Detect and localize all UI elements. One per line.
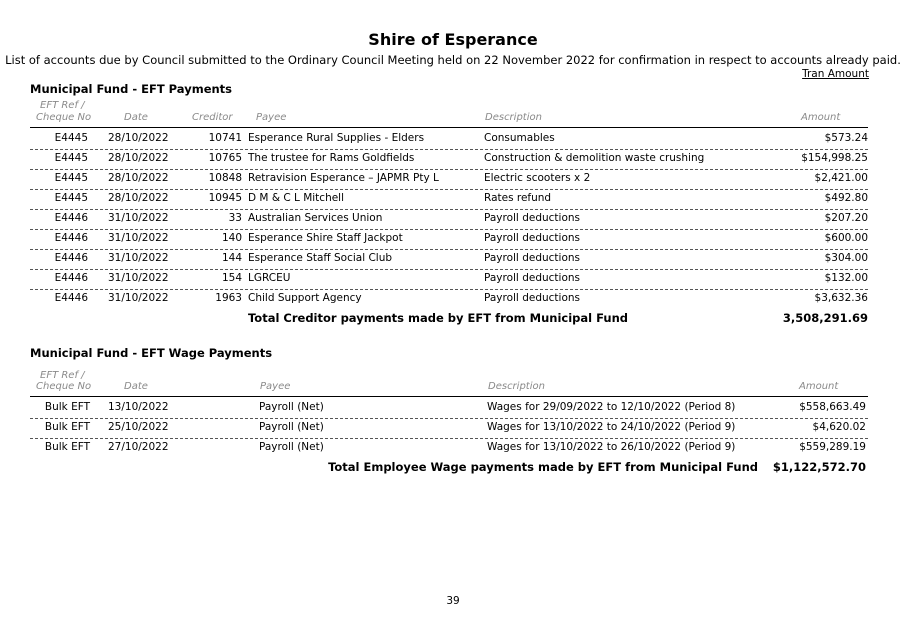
eft-description: Payroll deductions (484, 292, 580, 304)
wages-header-ref-line1: EFT Ref / (40, 370, 85, 381)
eft-payee: Esperance Shire Staff Jackpot (248, 232, 403, 244)
eft-description: Rates refund (484, 192, 552, 204)
eft-amount: $207.20 (824, 212, 868, 224)
eft-header-amount: Amount (801, 112, 841, 123)
eft-payee: Esperance Rural Supplies - Elders (248, 132, 425, 144)
eft-header-description: Description (485, 112, 542, 123)
wages-header-payee: Payee (260, 381, 291, 392)
eft-creditor: 1963 (215, 292, 242, 304)
page-title: Shire of Esperance (368, 30, 538, 49)
eft-amount: $573.24 (824, 132, 868, 144)
eft-table-row (30, 249, 868, 270)
eft-creditor: 154 (221, 272, 242, 284)
eft-date: 31/10/2022 (108, 232, 169, 244)
eft-ref: E4445 (54, 192, 88, 204)
wages-table-row (30, 418, 868, 439)
eft-creditor: 10765 (208, 152, 242, 164)
eft-creditor: 10848 (208, 172, 242, 184)
wages-ref: Bulk EFT (44, 421, 90, 433)
eft-date: 28/10/2022 (108, 172, 169, 184)
eft-ref: E4445 (54, 152, 88, 164)
eft-table-row (30, 149, 868, 170)
wages-date: 13/10/2022 (108, 401, 169, 413)
eft-amount: $132.00 (824, 272, 868, 284)
eft-ref: E4446 (54, 232, 88, 244)
wages-table-row (30, 438, 868, 458)
eft-table-row (30, 189, 868, 210)
tran-amount-label: Tran Amount (802, 68, 869, 80)
eft-table-row (30, 169, 868, 190)
eft-header-ref-line1: EFT Ref / (40, 100, 85, 111)
wages-section-heading: Municipal Fund - EFT Wage Payments (30, 346, 273, 360)
wages-amount: $559,289.19 (799, 441, 866, 453)
wages-header-description: Description (488, 381, 545, 392)
eft-total-label: Total Creditor payments made by EFT from Municipal Fund (247, 311, 628, 325)
eft-payee: Child Support Agency (248, 292, 362, 304)
wages-payee: Payroll (Net) (259, 441, 324, 453)
eft-date: 28/10/2022 (108, 152, 169, 164)
eft-amount: $3,632.36 (814, 292, 868, 304)
eft-description: Payroll deductions (484, 252, 580, 264)
wages-header-ref-line2: Cheque No (36, 381, 92, 392)
eft-payee: Retravision Esperance – JAPMR Pty L (248, 172, 439, 184)
eft-date: 31/10/2022 (108, 292, 169, 304)
eft-table-row (30, 209, 868, 230)
eft-amount: $492.80 (824, 192, 868, 204)
eft-amount: $600.00 (824, 232, 868, 244)
eft-header-ref-line2: Cheque No (36, 112, 92, 123)
wages-payee: Payroll (Net) (259, 421, 324, 433)
eft-table-row (30, 129, 868, 150)
eft-date: 28/10/2022 (108, 132, 169, 144)
wages-total-value: $1,122,572.70 (772, 460, 866, 474)
page-number: 39 (446, 595, 460, 607)
wages-date: 25/10/2022 (108, 421, 169, 433)
eft-payee: Australian Services Union (248, 212, 383, 224)
eft-date: 31/10/2022 (108, 272, 169, 284)
wages-total-label: Total Employee Wage payments made by EFT from Municipal Fund (328, 460, 758, 474)
eft-date: 31/10/2022 (108, 212, 169, 224)
eft-amount: $304.00 (824, 252, 868, 264)
eft-ref: E4445 (54, 172, 88, 184)
wages-header-date: Date (124, 381, 148, 392)
eft-description: Consumables (484, 132, 555, 144)
wages-description: Wages for 13/10/2022 to 26/10/2022 (Period 9) (487, 441, 736, 453)
eft-date: 28/10/2022 (108, 192, 169, 204)
eft-section-heading: Municipal Fund - EFT Payments (30, 82, 233, 96)
wages-ref: Bulk EFT (44, 441, 90, 453)
eft-amount: $154,998.25 (801, 152, 868, 164)
eft-header-date: Date (124, 112, 148, 123)
eft-description: Payroll deductions (484, 272, 580, 284)
eft-creditor: 140 (221, 232, 242, 244)
eft-header-creditor: Creditor (192, 112, 233, 123)
eft-amount: $2,421.00 (814, 172, 868, 184)
wages-header-amount: Amount (799, 381, 839, 392)
wages-amount: $4,620.02 (812, 421, 866, 433)
eft-creditor: 33 (228, 212, 242, 224)
eft-table-row (30, 269, 868, 290)
eft-description: Construction & demolition waste crushing (484, 152, 705, 164)
eft-payee: LGRCEU (248, 272, 291, 284)
eft-ref: E4445 (54, 132, 88, 144)
eft-table-row (30, 289, 868, 309)
eft-ref: E4446 (54, 252, 88, 264)
eft-date: 31/10/2022 (108, 252, 169, 264)
eft-description: Payroll deductions (484, 212, 580, 224)
eft-description: Electric scooters x 2 (484, 172, 591, 184)
wages-description: Wages for 29/09/2022 to 12/10/2022 (Period 8) (487, 401, 736, 413)
eft-payee: D M & C L Mitchell (248, 192, 345, 204)
eft-payee: Esperance Staff Social Club (248, 252, 393, 264)
eft-description: Payroll deductions (484, 232, 580, 244)
eft-total-value: 3,508,291.69 (782, 311, 868, 325)
page-subtitle: List of accounts due by Council submitted to the Ordinary Council Meeting held on 22 November 2022 for confirmation in respect to accounts already paid. (5, 53, 901, 67)
eft-table-row (30, 229, 868, 250)
eft-header-rule (30, 127, 868, 128)
eft-ref: E4446 (54, 292, 88, 304)
eft-header-payee: Payee (256, 112, 287, 123)
eft-creditor: 10741 (208, 132, 242, 144)
wages-amount: $558,663.49 (799, 401, 866, 413)
wages-description: Wages for 13/10/2022 to 24/10/2022 (Period 9) (487, 421, 736, 433)
eft-ref: E4446 (54, 212, 88, 224)
wages-date: 27/10/2022 (108, 441, 169, 453)
eft-payee: The trustee for Rams Goldfields (248, 152, 415, 164)
eft-ref: E4446 (54, 272, 88, 284)
eft-creditor: 10945 (208, 192, 242, 204)
wages-table-row (30, 398, 868, 419)
eft-creditor: 144 (221, 252, 242, 264)
wages-payee: Payroll (Net) (259, 401, 324, 413)
wages-ref: Bulk EFT (44, 401, 90, 413)
wages-header-rule (30, 396, 868, 397)
